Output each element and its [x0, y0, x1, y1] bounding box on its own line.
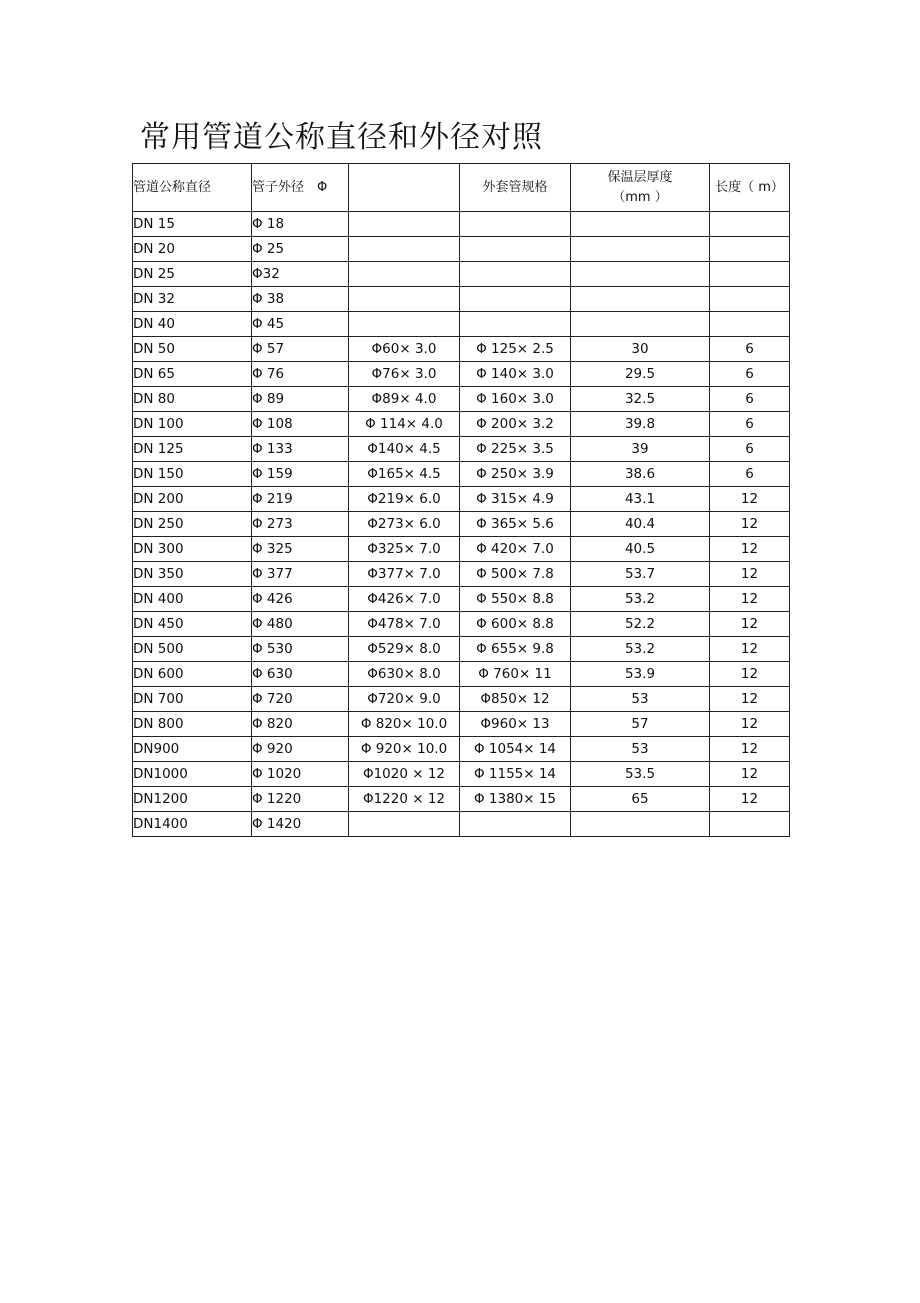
cell-pipe-spec: Φ 920× 10.0: [349, 737, 460, 762]
cell-nominal-diameter: DN 100: [133, 412, 252, 437]
cell-length: 12: [710, 662, 790, 687]
table-row: [133, 512, 790, 537]
cell-nominal-diameter: DN 600: [133, 662, 252, 687]
table-row: [133, 662, 790, 687]
cell-pipe-spec: Φ325× 7.0: [349, 537, 460, 562]
cell-length: [710, 262, 790, 287]
cell-pipe-spec: [349, 262, 460, 287]
cell-outer-diameter: Φ 426: [252, 587, 349, 612]
cell-length: 6: [710, 437, 790, 462]
cell-nominal-diameter: DN 50: [133, 337, 252, 362]
cell-pipe-spec: Φ529× 8.0: [349, 637, 460, 662]
header-insulation-thickness: [571, 164, 710, 212]
table-row: [133, 362, 790, 387]
cell-nominal-diameter: DN 300: [133, 537, 252, 562]
cell-pipe-spec: Φ273× 6.0: [349, 512, 460, 537]
cell-casing-spec: Φ 1155× 14: [460, 762, 571, 787]
cell-nominal-diameter: DN 65: [133, 362, 252, 387]
cell-length: 12: [710, 537, 790, 562]
table-row: [133, 562, 790, 587]
cell-length: 12: [710, 787, 790, 812]
cell-outer-diameter: Φ 133: [252, 437, 349, 462]
cell-insulation-thickness: 29.5: [571, 362, 710, 387]
cell-nominal-diameter: DN1000: [133, 762, 252, 787]
cell-length: 6: [710, 387, 790, 412]
cell-length: 12: [710, 487, 790, 512]
cell-insulation-thickness: [571, 262, 710, 287]
cell-length: 12: [710, 512, 790, 537]
table-row: [133, 687, 790, 712]
table-row: [133, 812, 790, 837]
cell-outer-diameter: Φ 1420: [252, 812, 349, 837]
cell-nominal-diameter: DN 800: [133, 712, 252, 737]
cell-length: [710, 312, 790, 337]
cell-casing-spec: [460, 212, 571, 237]
cell-outer-diameter: Φ 25: [252, 237, 349, 262]
table-row: [133, 412, 790, 437]
cell-insulation-thickness: 53: [571, 687, 710, 712]
table-row: [133, 287, 790, 312]
cell-insulation-thickness: 53.9: [571, 662, 710, 687]
cell-length: 12: [710, 712, 790, 737]
table-row: [133, 462, 790, 487]
cell-nominal-diameter: DN 700: [133, 687, 252, 712]
cell-length: 12: [710, 737, 790, 762]
cell-casing-spec: Φ 125× 2.5: [460, 337, 571, 362]
cell-pipe-spec: Φ140× 4.5: [349, 437, 460, 462]
cell-outer-diameter: Φ 219: [252, 487, 349, 512]
cell-insulation-thickness: [571, 237, 710, 262]
cell-casing-spec: Φ960× 13: [460, 712, 571, 737]
cell-casing-spec: Φ 225× 3.5: [460, 437, 571, 462]
cell-outer-diameter: Φ 76: [252, 362, 349, 387]
cell-insulation-thickness: 53: [571, 737, 710, 762]
cell-nominal-diameter: DN 450: [133, 612, 252, 637]
cell-nominal-diameter: DN 250: [133, 512, 252, 537]
cell-pipe-spec: [349, 812, 460, 837]
cell-casing-spec: Φ 1380× 15: [460, 787, 571, 812]
cell-length: 12: [710, 562, 790, 587]
cell-outer-diameter: Φ 18: [252, 212, 349, 237]
cell-insulation-thickness: 38.6: [571, 462, 710, 487]
cell-casing-spec: Φ 655× 9.8: [460, 637, 571, 662]
table-header-row: [133, 164, 790, 212]
cell-outer-diameter: Φ 530: [252, 637, 349, 662]
table-row: [133, 237, 790, 262]
cell-length: 12: [710, 612, 790, 637]
cell-outer-diameter: Φ 480: [252, 612, 349, 637]
header-length: 长度（ m）: [710, 164, 790, 212]
cell-casing-spec: Φ 315× 4.9: [460, 487, 571, 512]
cell-casing-spec: Φ 760× 11: [460, 662, 571, 687]
cell-insulation-thickness: [571, 212, 710, 237]
table-row: [133, 737, 790, 762]
cell-pipe-spec: Φ76× 3.0: [349, 362, 460, 387]
cell-nominal-diameter: DN1400: [133, 812, 252, 837]
cell-length: 12: [710, 637, 790, 662]
table-row: [133, 387, 790, 412]
header-insulation-thickness-label: 保温层厚度: [607, 169, 673, 185]
cell-outer-diameter: Φ 108: [252, 412, 349, 437]
cell-casing-spec: Φ 550× 8.8: [460, 587, 571, 612]
cell-outer-diameter: Φ 920: [252, 737, 349, 762]
table-row: [133, 787, 790, 812]
cell-nominal-diameter: DN 40: [133, 312, 252, 337]
cell-nominal-diameter: DN 350: [133, 562, 252, 587]
cell-casing-spec: Φ 600× 8.8: [460, 612, 571, 637]
cell-pipe-spec: Φ 820× 10.0: [349, 712, 460, 737]
page-title: 常用管道公称直径和外径对照: [140, 120, 543, 155]
cell-insulation-thickness: [571, 287, 710, 312]
cell-outer-diameter: Φ 57: [252, 337, 349, 362]
cell-length: 12: [710, 587, 790, 612]
cell-insulation-thickness: 57: [571, 712, 710, 737]
cell-length: 6: [710, 362, 790, 387]
table-row: [133, 587, 790, 612]
cell-pipe-spec: Φ1020 × 12: [349, 762, 460, 787]
cell-nominal-diameter: DN 15: [133, 212, 252, 237]
cell-length: [710, 287, 790, 312]
table-row: [133, 612, 790, 637]
table-row: [133, 312, 790, 337]
cell-casing-spec: Φ 140× 3.0: [460, 362, 571, 387]
cell-length: 6: [710, 337, 790, 362]
cell-outer-diameter: Φ 820: [252, 712, 349, 737]
table-row: [133, 637, 790, 662]
cell-insulation-thickness: 40.4: [571, 512, 710, 537]
cell-pipe-spec: Φ165× 4.5: [349, 462, 460, 487]
cell-length: 12: [710, 687, 790, 712]
cell-insulation-thickness: 39.8: [571, 412, 710, 437]
cell-pipe-spec: Φ377× 7.0: [349, 562, 460, 587]
cell-nominal-diameter: DN 150: [133, 462, 252, 487]
cell-outer-diameter: Φ 159: [252, 462, 349, 487]
cell-length: 6: [710, 462, 790, 487]
cell-length: 6: [710, 412, 790, 437]
cell-nominal-diameter: DN 20: [133, 237, 252, 262]
cell-outer-diameter: Φ 630: [252, 662, 349, 687]
cell-nominal-diameter: DN 125: [133, 437, 252, 462]
header-pipe-spec: [349, 164, 460, 212]
cell-pipe-spec: [349, 237, 460, 262]
cell-length: [710, 812, 790, 837]
cell-casing-spec: Φ 160× 3.0: [460, 387, 571, 412]
cell-insulation-thickness: 53.7: [571, 562, 710, 587]
cell-insulation-thickness: 52.2: [571, 612, 710, 637]
cell-insulation-thickness: 39: [571, 437, 710, 462]
table-row: [133, 337, 790, 362]
cell-outer-diameter: Φ32: [252, 262, 349, 287]
cell-nominal-diameter: DN 500: [133, 637, 252, 662]
cell-length: 12: [710, 762, 790, 787]
cell-insulation-thickness: 43.1: [571, 487, 710, 512]
table-row: [133, 212, 790, 237]
table-row: [133, 537, 790, 562]
cell-pipe-spec: [349, 312, 460, 337]
cell-pipe-spec: Φ1220 × 12: [349, 787, 460, 812]
cell-insulation-thickness: 65: [571, 787, 710, 812]
cell-casing-spec: Φ 420× 7.0: [460, 537, 571, 562]
cell-nominal-diameter: DN1200: [133, 787, 252, 812]
header-insulation-thickness-unit: （mm ）: [612, 189, 668, 205]
cell-pipe-spec: Φ720× 9.0: [349, 687, 460, 712]
cell-nominal-diameter: DN 200: [133, 487, 252, 512]
cell-casing-spec: Φ 365× 5.6: [460, 512, 571, 537]
cell-casing-spec: Φ850× 12: [460, 687, 571, 712]
cell-insulation-thickness: [571, 312, 710, 337]
header-outer-diameter: 管子外径 Φ: [252, 164, 349, 212]
cell-casing-spec: [460, 812, 571, 837]
cell-nominal-diameter: DN 25: [133, 262, 252, 287]
cell-outer-diameter: Φ 720: [252, 687, 349, 712]
cell-casing-spec: [460, 262, 571, 287]
cell-pipe-spec: Φ630× 8.0: [349, 662, 460, 687]
cell-casing-spec: [460, 237, 571, 262]
cell-pipe-spec: Φ 114× 4.0: [349, 412, 460, 437]
cell-insulation-thickness: 53.2: [571, 637, 710, 662]
cell-insulation-thickness: 53.2: [571, 587, 710, 612]
cell-nominal-diameter: DN900: [133, 737, 252, 762]
cell-casing-spec: [460, 287, 571, 312]
cell-casing-spec: Φ 250× 3.9: [460, 462, 571, 487]
header-nominal-diameter: 管道公称直径: [133, 164, 252, 212]
table-row: [133, 762, 790, 787]
cell-outer-diameter: Φ 38: [252, 287, 349, 312]
table-row: [133, 262, 790, 287]
cell-casing-spec: Φ 200× 3.2: [460, 412, 571, 437]
cell-insulation-thickness: 32.5: [571, 387, 710, 412]
cell-nominal-diameter: DN 400: [133, 587, 252, 612]
cell-length: [710, 237, 790, 262]
cell-outer-diameter: Φ 377: [252, 562, 349, 587]
cell-length: [710, 212, 790, 237]
cell-insulation-thickness: 30: [571, 337, 710, 362]
cell-insulation-thickness: 53.5: [571, 762, 710, 787]
cell-pipe-spec: [349, 287, 460, 312]
cell-pipe-spec: [349, 212, 460, 237]
cell-nominal-diameter: DN 32: [133, 287, 252, 312]
cell-casing-spec: Φ 1054× 14: [460, 737, 571, 762]
pipe-diameter-table: [132, 163, 790, 837]
cell-insulation-thickness: 40.5: [571, 537, 710, 562]
cell-pipe-spec: Φ219× 6.0: [349, 487, 460, 512]
cell-outer-diameter: Φ 45: [252, 312, 349, 337]
cell-pipe-spec: Φ89× 4.0: [349, 387, 460, 412]
table-row: [133, 487, 790, 512]
cell-casing-spec: [460, 312, 571, 337]
header-casing-spec: 外套管规格: [460, 164, 571, 212]
cell-pipe-spec: Φ478× 7.0: [349, 612, 460, 637]
cell-outer-diameter: Φ 273: [252, 512, 349, 537]
cell-outer-diameter: Φ 1020: [252, 762, 349, 787]
table-row: [133, 712, 790, 737]
table-body: [133, 212, 790, 837]
cell-nominal-diameter: DN 80: [133, 387, 252, 412]
cell-outer-diameter: Φ 89: [252, 387, 349, 412]
cell-pipe-spec: Φ60× 3.0: [349, 337, 460, 362]
table-row: [133, 437, 790, 462]
cell-outer-diameter: Φ 325: [252, 537, 349, 562]
cell-insulation-thickness: [571, 812, 710, 837]
cell-outer-diameter: Φ 1220: [252, 787, 349, 812]
cell-casing-spec: Φ 500× 7.8: [460, 562, 571, 587]
cell-pipe-spec: Φ426× 7.0: [349, 587, 460, 612]
